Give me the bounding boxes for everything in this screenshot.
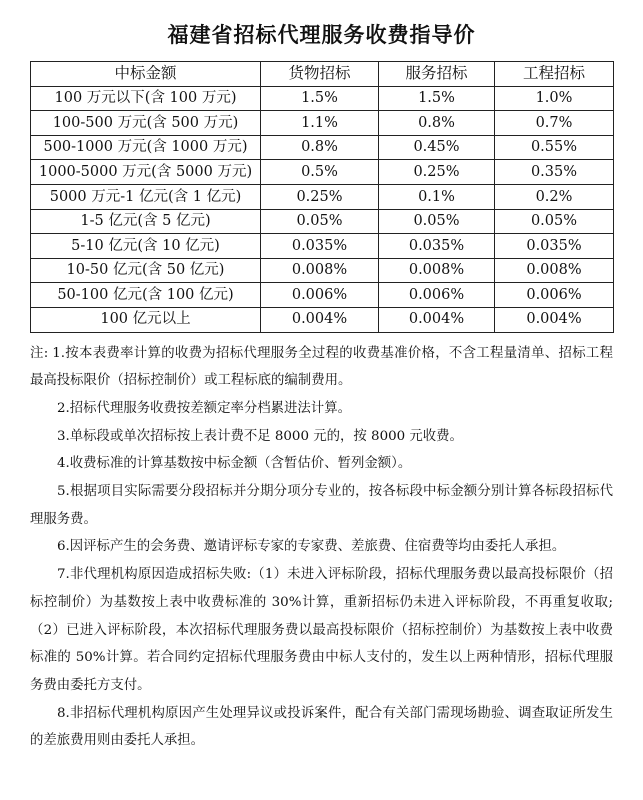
cell-engineering-rate: 0.7% bbox=[495, 111, 614, 136]
cell-services-rate: 0.006% bbox=[379, 283, 495, 308]
cell-goods-rate: 0.5% bbox=[261, 160, 379, 185]
note-item bbox=[30, 450, 613, 478]
table-row bbox=[31, 160, 614, 185]
note-item bbox=[30, 395, 613, 423]
fee-table bbox=[30, 61, 614, 333]
note-item bbox=[30, 478, 613, 533]
note-text: 1.按本表费率计算的收费为招标代理服务全过程的收费基准价格，不含工程量清单、招标工程最高投标限价（招标控制价）或工程标底的编制费用。 bbox=[30, 345, 613, 389]
table-row bbox=[31, 234, 614, 259]
cell-bid-amount: 10-50 亿元(含 50 亿元) bbox=[31, 258, 261, 283]
cell-goods-rate: 1.1% bbox=[261, 111, 379, 136]
note-text: 6.因评标产生的会务费、邀请评标专家的专家费、差旅费、住宿费等均由委托人承担。 bbox=[57, 539, 566, 555]
header-bid-amount: 中标金额 bbox=[31, 62, 261, 87]
cell-services-rate: 0.05% bbox=[379, 209, 495, 234]
cell-bid-amount: 1000-5000 万元(含 5000 万元) bbox=[31, 160, 261, 185]
cell-services-rate: 0.25% bbox=[379, 160, 495, 185]
cell-goods-rate: 1.5% bbox=[261, 86, 379, 111]
table-row bbox=[31, 135, 614, 160]
cell-bid-amount: 5000 万元-1 亿元(含 1 亿元) bbox=[31, 184, 261, 209]
cell-bid-amount: 100 亿元以上 bbox=[31, 307, 261, 332]
cell-services-rate: 0.035% bbox=[379, 234, 495, 259]
cell-bid-amount: 100-500 万元(含 500 万元) bbox=[31, 111, 261, 136]
note-item bbox=[30, 533, 613, 561]
cell-goods-rate: 0.004% bbox=[261, 307, 379, 332]
cell-bid-amount: 50-100 亿元(含 100 亿元) bbox=[31, 283, 261, 308]
cell-bid-amount: 1-5 亿元(含 5 亿元) bbox=[31, 209, 261, 234]
cell-engineering-rate: 0.035% bbox=[495, 234, 614, 259]
table-body bbox=[31, 86, 614, 332]
note-item bbox=[30, 561, 613, 700]
cell-services-rate: 0.004% bbox=[379, 307, 495, 332]
cell-engineering-rate: 1.0% bbox=[495, 86, 614, 111]
note-text: 7.非代理机构原因造成招标失败:（1）未进入评标阶段，招标代理服务费以最高投标限价（招标控制价）为基数按上表中收费标准的 30%计算，重新招标仍未进入评标阶段，不再重复收取;（2）已进入评标阶段，本次招标代理服务费以最高投标限价（招标控制价）为基数按上表中收费标准的 50%计算。若合同约定招标代理服务费由中标人支付的，发生以上两种情形，招标代理服务费由委托方支付。 bbox=[30, 567, 613, 693]
table-row bbox=[31, 307, 614, 332]
table-header-row bbox=[31, 62, 614, 87]
note-text: 8.非招标代理机构原因产生处理异议或投诉案件，配合有关部门需现场勘验、调查取证所发生的差旅费用则由委托人承担。 bbox=[30, 705, 613, 749]
cell-engineering-rate: 0.35% bbox=[495, 160, 614, 185]
notes-label: 注: bbox=[30, 345, 49, 361]
cell-bid-amount: 5-10 亿元(含 10 亿元) bbox=[31, 234, 261, 259]
table-row bbox=[31, 209, 614, 234]
note-item bbox=[30, 423, 613, 451]
cell-goods-rate: 0.05% bbox=[261, 209, 379, 234]
page-title: 福建省招标代理服务收费指导价 bbox=[167, 22, 476, 47]
cell-goods-rate: 0.25% bbox=[261, 184, 379, 209]
table-row bbox=[31, 283, 614, 308]
note-text: 2.招标代理服务收费按差额定率分档累进法计算。 bbox=[57, 400, 351, 416]
table-row bbox=[31, 86, 614, 111]
note-item bbox=[30, 700, 613, 755]
note-item bbox=[30, 340, 613, 395]
cell-services-rate: 1.5% bbox=[379, 86, 495, 111]
cell-bid-amount: 100 万元以下(含 100 万元) bbox=[31, 86, 261, 111]
cell-bid-amount: 500-1000 万元(含 1000 万元) bbox=[31, 135, 261, 160]
header-services: 服务招标 bbox=[379, 62, 495, 87]
table-row bbox=[31, 111, 614, 136]
note-text: 5.根据项目实际需要分段招标并分期分项分专业的，按各标段中标金额分别计算各标段招标代理服务费。 bbox=[30, 484, 613, 527]
cell-engineering-rate: 0.006% bbox=[495, 283, 614, 308]
note-text: 3.单标段或单次招标按上表计费不足 8000 元的，按 8000 元收费。 bbox=[57, 428, 463, 444]
cell-services-rate: 0.45% bbox=[379, 135, 495, 160]
header-goods: 货物招标 bbox=[261, 62, 379, 87]
cell-engineering-rate: 0.004% bbox=[495, 307, 614, 332]
cell-services-rate: 0.8% bbox=[379, 111, 495, 136]
cell-engineering-rate: 0.2% bbox=[495, 184, 614, 209]
notes-section bbox=[30, 340, 613, 756]
cell-goods-rate: 0.8% bbox=[261, 135, 379, 160]
table-row bbox=[31, 184, 614, 209]
cell-engineering-rate: 0.008% bbox=[495, 258, 614, 283]
table-row bbox=[31, 258, 614, 283]
cell-goods-rate: 0.008% bbox=[261, 258, 379, 283]
cell-engineering-rate: 0.55% bbox=[495, 135, 614, 160]
cell-services-rate: 0.1% bbox=[379, 184, 495, 209]
note-text: 4.收费标准的计算基数按中标金额（含暂估价、暂列金额）。 bbox=[57, 456, 412, 472]
cell-services-rate: 0.008% bbox=[379, 258, 495, 283]
cell-goods-rate: 0.035% bbox=[261, 234, 379, 259]
cell-engineering-rate: 0.05% bbox=[495, 209, 614, 234]
header-engineering: 工程招标 bbox=[495, 62, 614, 87]
cell-goods-rate: 0.006% bbox=[261, 283, 379, 308]
